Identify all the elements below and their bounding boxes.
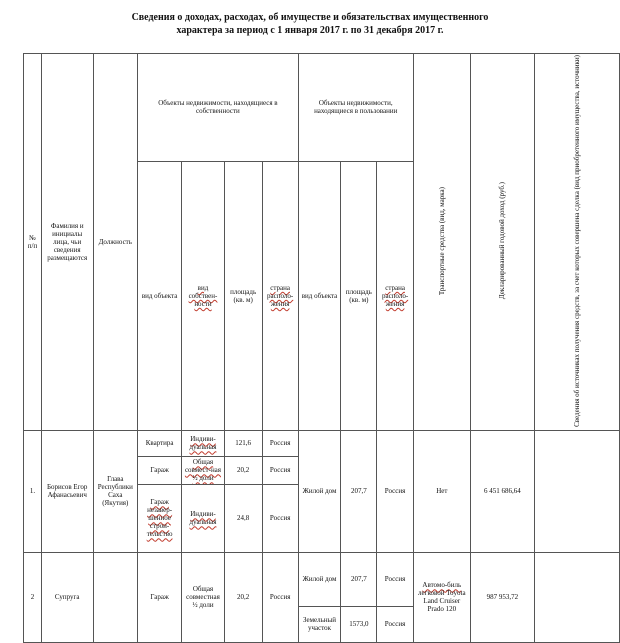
person1-num: 1. [24, 430, 42, 552]
person2-num: 2 [24, 552, 42, 642]
person1-owned-1-type: Квартира [138, 430, 182, 456]
person2-vehicle-type: Автомо-биль [422, 581, 462, 590]
person2-used-2-type: Земельный участок [298, 606, 340, 642]
header-used-group: Объекты недвижимости, находящиеся в пользовании [298, 54, 413, 162]
header-used-area: площадь (кв. м) [341, 161, 377, 430]
person1-owned-1-area: 121,6 [224, 430, 262, 456]
person1-owned-1-country: Россия [262, 430, 298, 456]
person2-owned-country: Россия [262, 552, 298, 642]
page-title [0, 11, 620, 37]
person2-owned-type: Гараж [138, 552, 182, 642]
person2-vehicles [413, 552, 470, 642]
person1-income: 6 451 686,64 [470, 430, 534, 552]
person2-used-1-type: Жилой дом [298, 552, 340, 606]
person1-sources [534, 430, 619, 552]
header-owned-area: площадь (кв. м) [224, 161, 262, 430]
header-used-object-type: вид объекта [298, 161, 340, 430]
header-vehicles [413, 54, 470, 431]
person1-used-country: Россия [377, 430, 413, 552]
header-used-country: страна располо-жения [377, 161, 413, 430]
header-income [470, 54, 534, 431]
person1-owned-3-ownership: Индиви-дуальная [182, 484, 225, 552]
header-owned-group: Объекты недвижимости, находящиеся в собственности [138, 54, 299, 162]
header-position: Должность [93, 54, 137, 431]
person1-owned-3-area: 24,8 [224, 484, 262, 552]
person2-used-1-area: 207,7 [341, 552, 377, 606]
title-line-1: Сведения о доходах, расходах, об имуществе и обязательствах имущественного [131, 12, 489, 23]
header-owned-country: страна располо-жения [262, 161, 298, 430]
header-owned-ownership-type: вид собствен-ности [182, 161, 225, 430]
person2-owned-ownership: Общая совместная ½ доли [182, 552, 225, 642]
header-owned-object-type: вид объекта [138, 161, 182, 430]
person2-sources [534, 552, 619, 642]
person2-used-2-area: 1573,0 [341, 606, 377, 642]
person1-vehicles: Нет [413, 430, 470, 552]
person1-used-type: Жилой дом [298, 430, 340, 552]
header-vehicles-text: Транспортные средства (вид, марка) [437, 186, 446, 295]
person2-owned-area: 20,2 [224, 552, 262, 642]
header-row-1 [24, 54, 620, 162]
table-row [24, 552, 620, 606]
person1-name: Борисов Егор Афанасьевич [41, 430, 93, 552]
person2-name: Супруга [41, 552, 93, 642]
person2-vehicle-model: легковой Toyota Land Cruiser Prado 120 [418, 589, 466, 614]
header-sources-text: Сведения об источниках получения средств, за счет которых совершена сделка (вид приобретенного имущества, источники) [572, 55, 581, 427]
header-name: Фамилия и инициалы лица, чьи сведения размещаются [41, 54, 93, 431]
title-line-2: характера за период с 1 января 2017 г. по 31 декабря 2017 г. [176, 25, 444, 36]
person1-owned-3-country: Россия [262, 484, 298, 552]
person1-owned-2-country: Россия [262, 456, 298, 484]
person2-income: 987 953,72 [470, 552, 534, 642]
declaration-table [23, 53, 620, 643]
person1-owned-2-type: Гараж [138, 456, 182, 484]
person1-position: Глава Республики Саха (Якутия) [93, 430, 137, 552]
person1-used-area: 207,7 [341, 430, 377, 552]
person2-used-1-country: Россия [377, 552, 413, 606]
header-income-text: Декларированный годовой доход (руб.) [498, 182, 507, 300]
person1-owned-2-area: 20,2 [224, 456, 262, 484]
person2-used-2-country: Россия [377, 606, 413, 642]
person1-owned-1-ownership: Индиви-дуальная [182, 430, 225, 456]
person2-position [93, 552, 137, 642]
header-num: № п/п [24, 54, 42, 431]
person1-owned-2-ownership: Общая совмест-ная ½ доли [182, 456, 225, 484]
person1-owned-3-type: Гараж незавер-шенное строи-тельство [138, 484, 182, 552]
header-sources [534, 54, 619, 431]
table-row [24, 430, 620, 456]
